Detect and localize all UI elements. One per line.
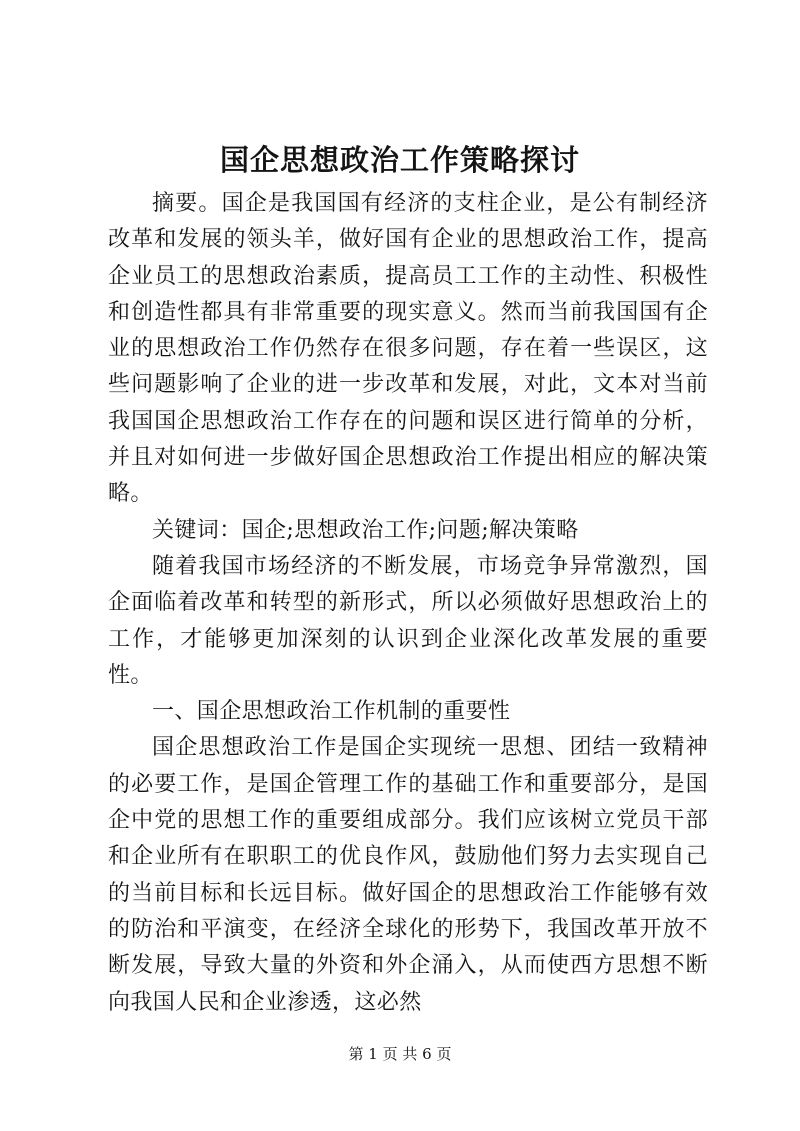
page-footer: 第 1 页 共 6 页 xyxy=(348,1045,452,1063)
keywords-paragraph: 关键词：国企;思想政治工作;问题;解决策略 xyxy=(152,517,579,543)
abstract-paragraph: 摘要。国企是我国国有经济的支柱企业，是公有制经济改革和发展的领头羊，做好国有企业的思想政治工作，提高企业员工的思想政治素质，提高员工工作的主动性、积极性和创造性都具有非常重要的现实意义。然而当前我国国有企业的思想政治工作仍然存在很多问题，存在着一些误区，这些问题影响了企业的进一步改革和发展，对此，文本对当前我国国企思想政治工作存在的问题和误区进行简单的分析，并且对如何进一步做好国企思想政治工作提出相应的解决策略。 xyxy=(108,191,708,507)
document-body xyxy=(108,186,708,1021)
document-title: 国企思想政治工作策略探讨 xyxy=(219,143,580,177)
intro-paragraph: 随着我国市场经济的不断发展，市场竞争异常激烈，国企面临着改革和转型的新形式，所以必须做好思想政治上的工作，才能够更加深刻的认识到企业深化改革发展的重要性。 xyxy=(108,553,708,688)
section-heading: 一、国企思想政治工作机制的重要性 xyxy=(152,699,511,725)
section-paragraph: 国企思想政治工作是国企实现统一思想、团结一致精神的必要工作，是国企管理工作的基础工作和重要部分，是国企中党的思想工作的重要组成部分。我们应该树立党员干部和企业所有在职职工的优良作风，鼓励他们努力去实现自己的当前目标和长远目标。做好国企的思想政治工作能够有效的防治和平演变，在经济全球化的形势下，我国改革开放不断发展，导致大量的外资和外企涌入，从而使西方思想不断向我国人民和企业渗透，这必然 xyxy=(108,735,708,1015)
